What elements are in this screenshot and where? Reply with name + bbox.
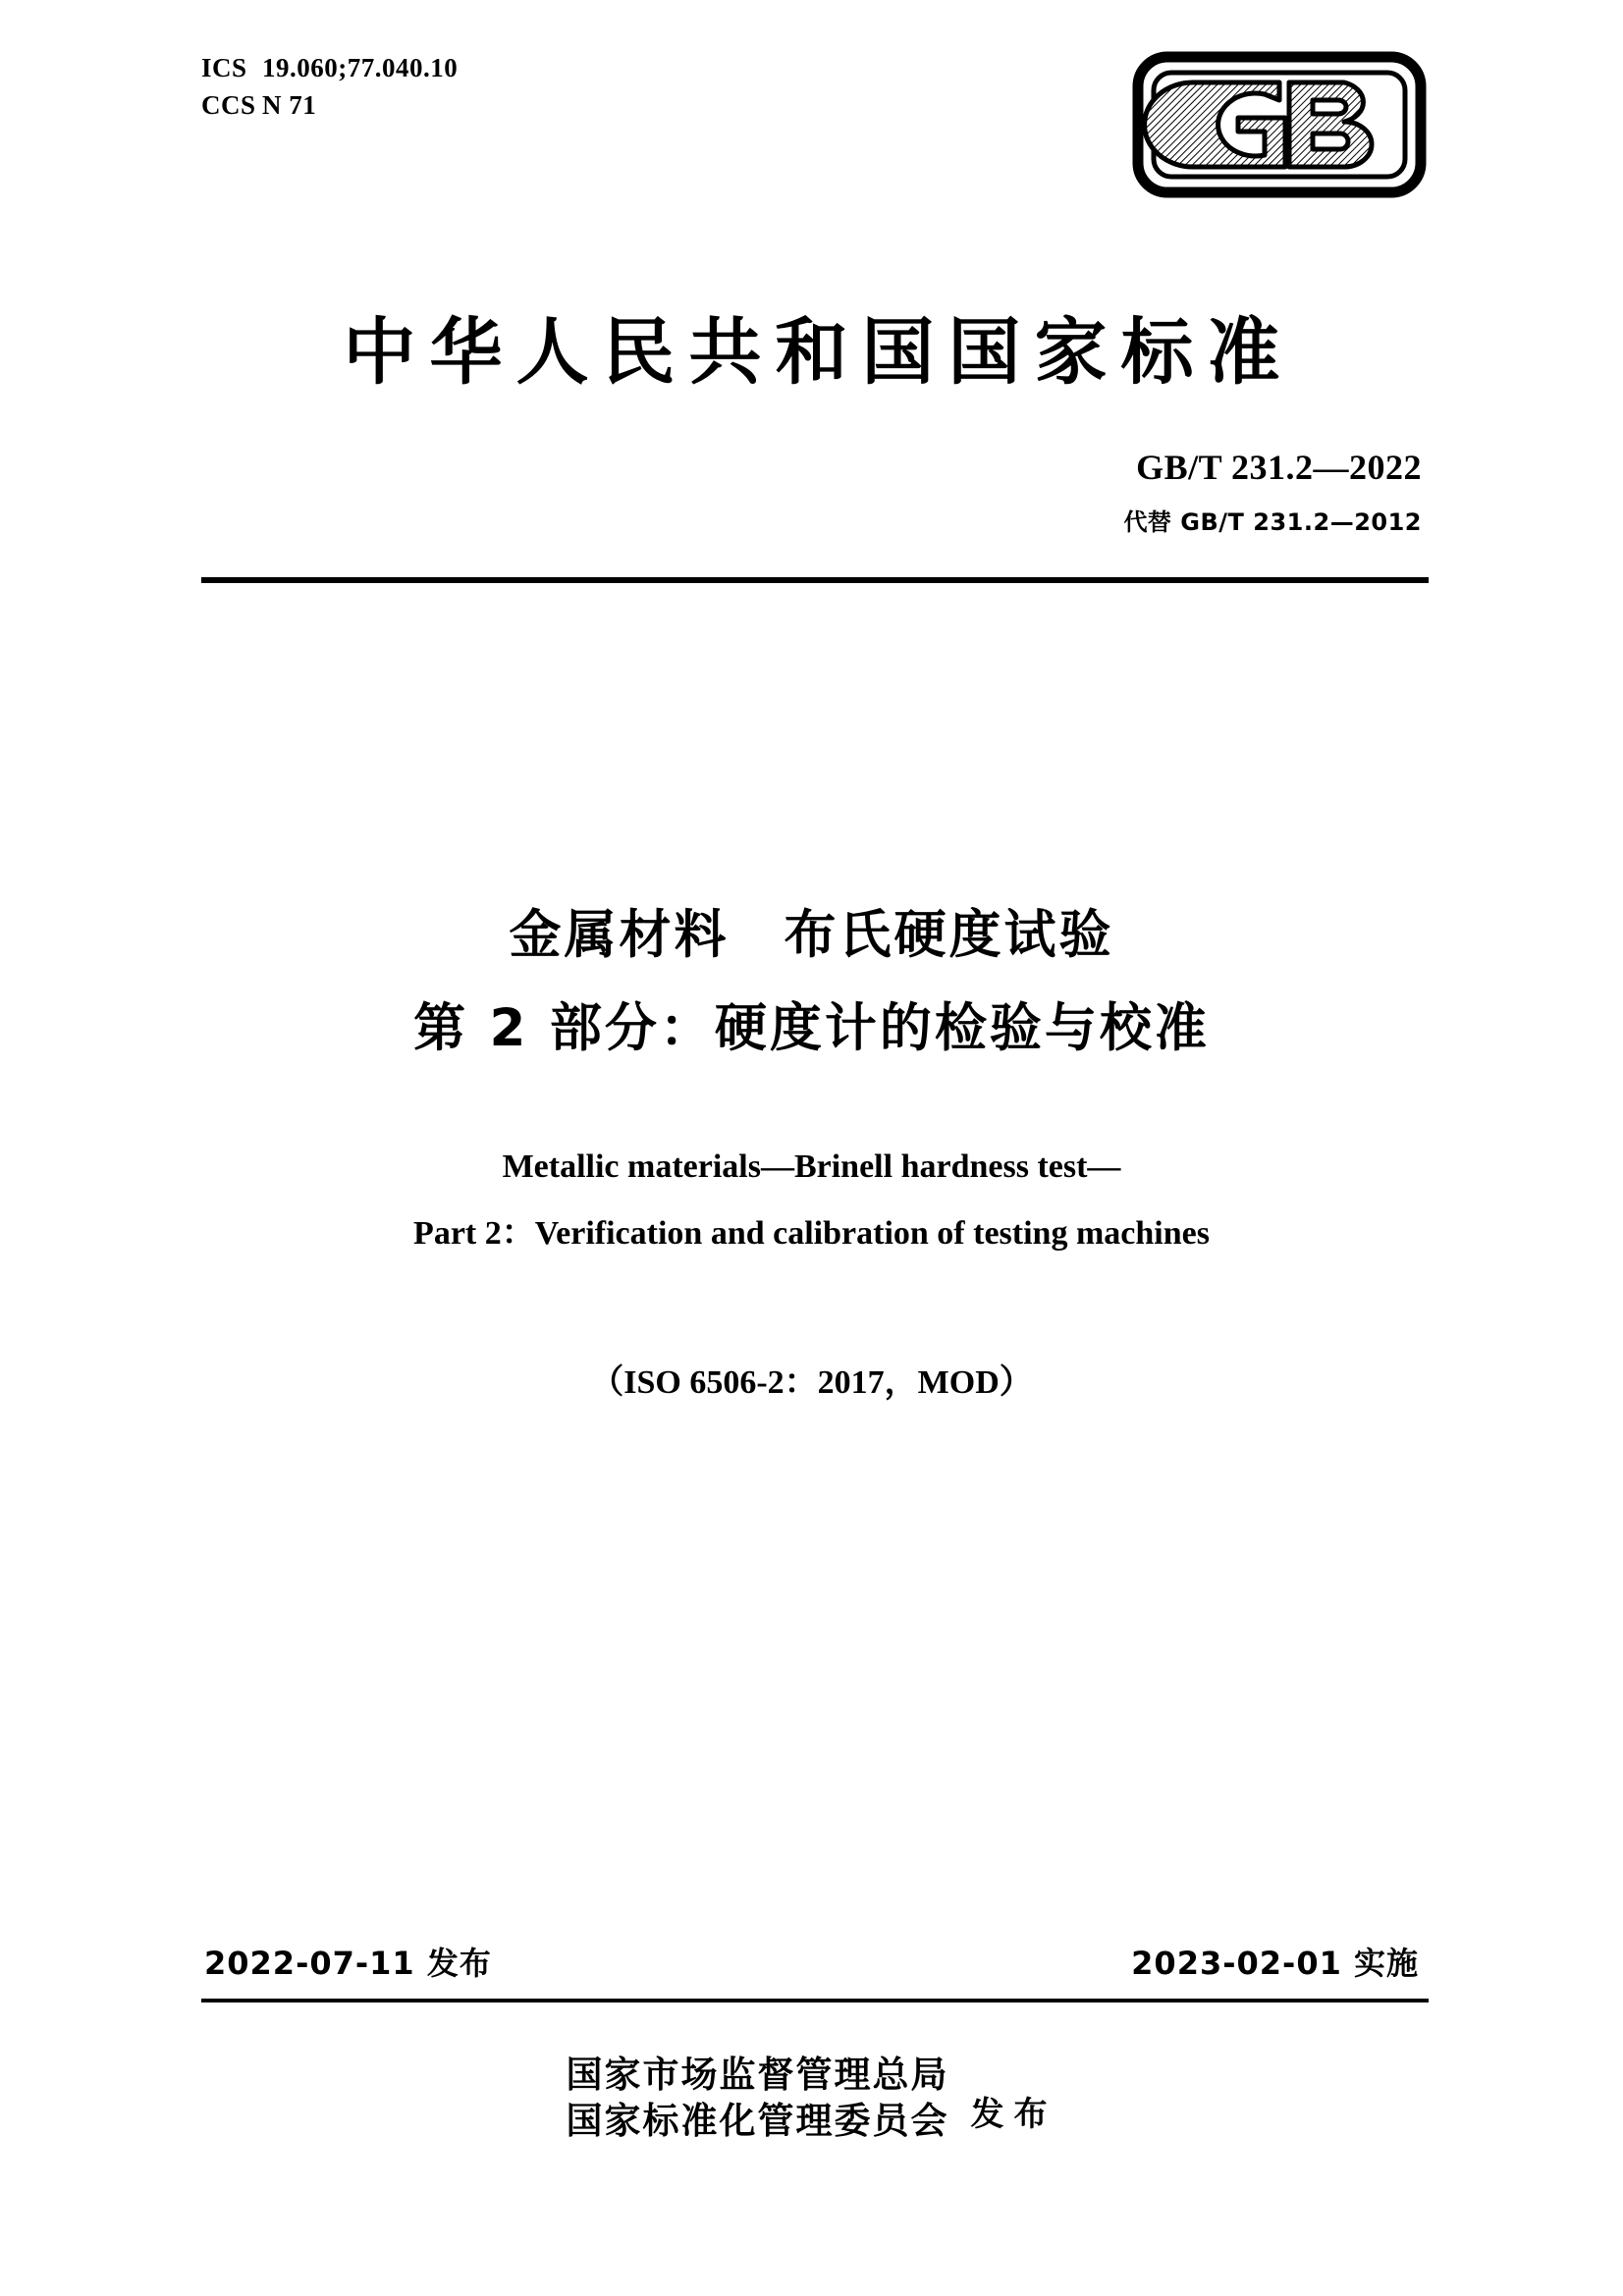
title-english-line1: Metallic materials—Brinell hardness test— [502,1148,1121,1185]
ccs-value: N 71 [262,90,317,121]
implementation-date: 2023-02-01 实施 [1131,1945,1419,1982]
issuer-action: 发布 [970,2094,1057,2134]
standard-number: GB/T 231.2—2022 [1136,448,1422,487]
issuer-line-2: 国家标准化管理委员会 [566,2100,949,2143]
issuer-line-1: 国家市场监督管理总局 [566,2054,949,2096]
issuer-block [0,2052,1623,2145]
national-standard-title: 中华人民共和国国家标准 [343,310,1294,395]
title-english-line2: Part 2：Verification and calibration of testing machines [413,1215,1210,1252]
footer-divider [201,1999,1429,2002]
title-chinese-line1: 金属材料 布氏硬度试验 [509,905,1114,965]
iso-reference: （ISO 6506-2：2017，MOD） [590,1364,1033,1401]
ccs-line [201,86,458,124]
ccs-label: CCS [201,90,256,121]
issue-date: 2022-07-11 发布 [204,1945,492,1982]
gb-emblem-icon [1132,51,1427,198]
issuer-names [567,2052,949,2145]
classification-block [201,49,458,125]
header-divider [201,577,1429,583]
ics-line [201,49,458,86]
ics-value: 19.060;77.040.10 [262,53,459,82]
title-chinese-line2: 第 2 部分：硬度计的检验与校准 [413,998,1210,1058]
ics-label: ICS [201,53,247,82]
standard-replaces: 代替 GB/T 231.2—2012 [1123,508,1422,536]
